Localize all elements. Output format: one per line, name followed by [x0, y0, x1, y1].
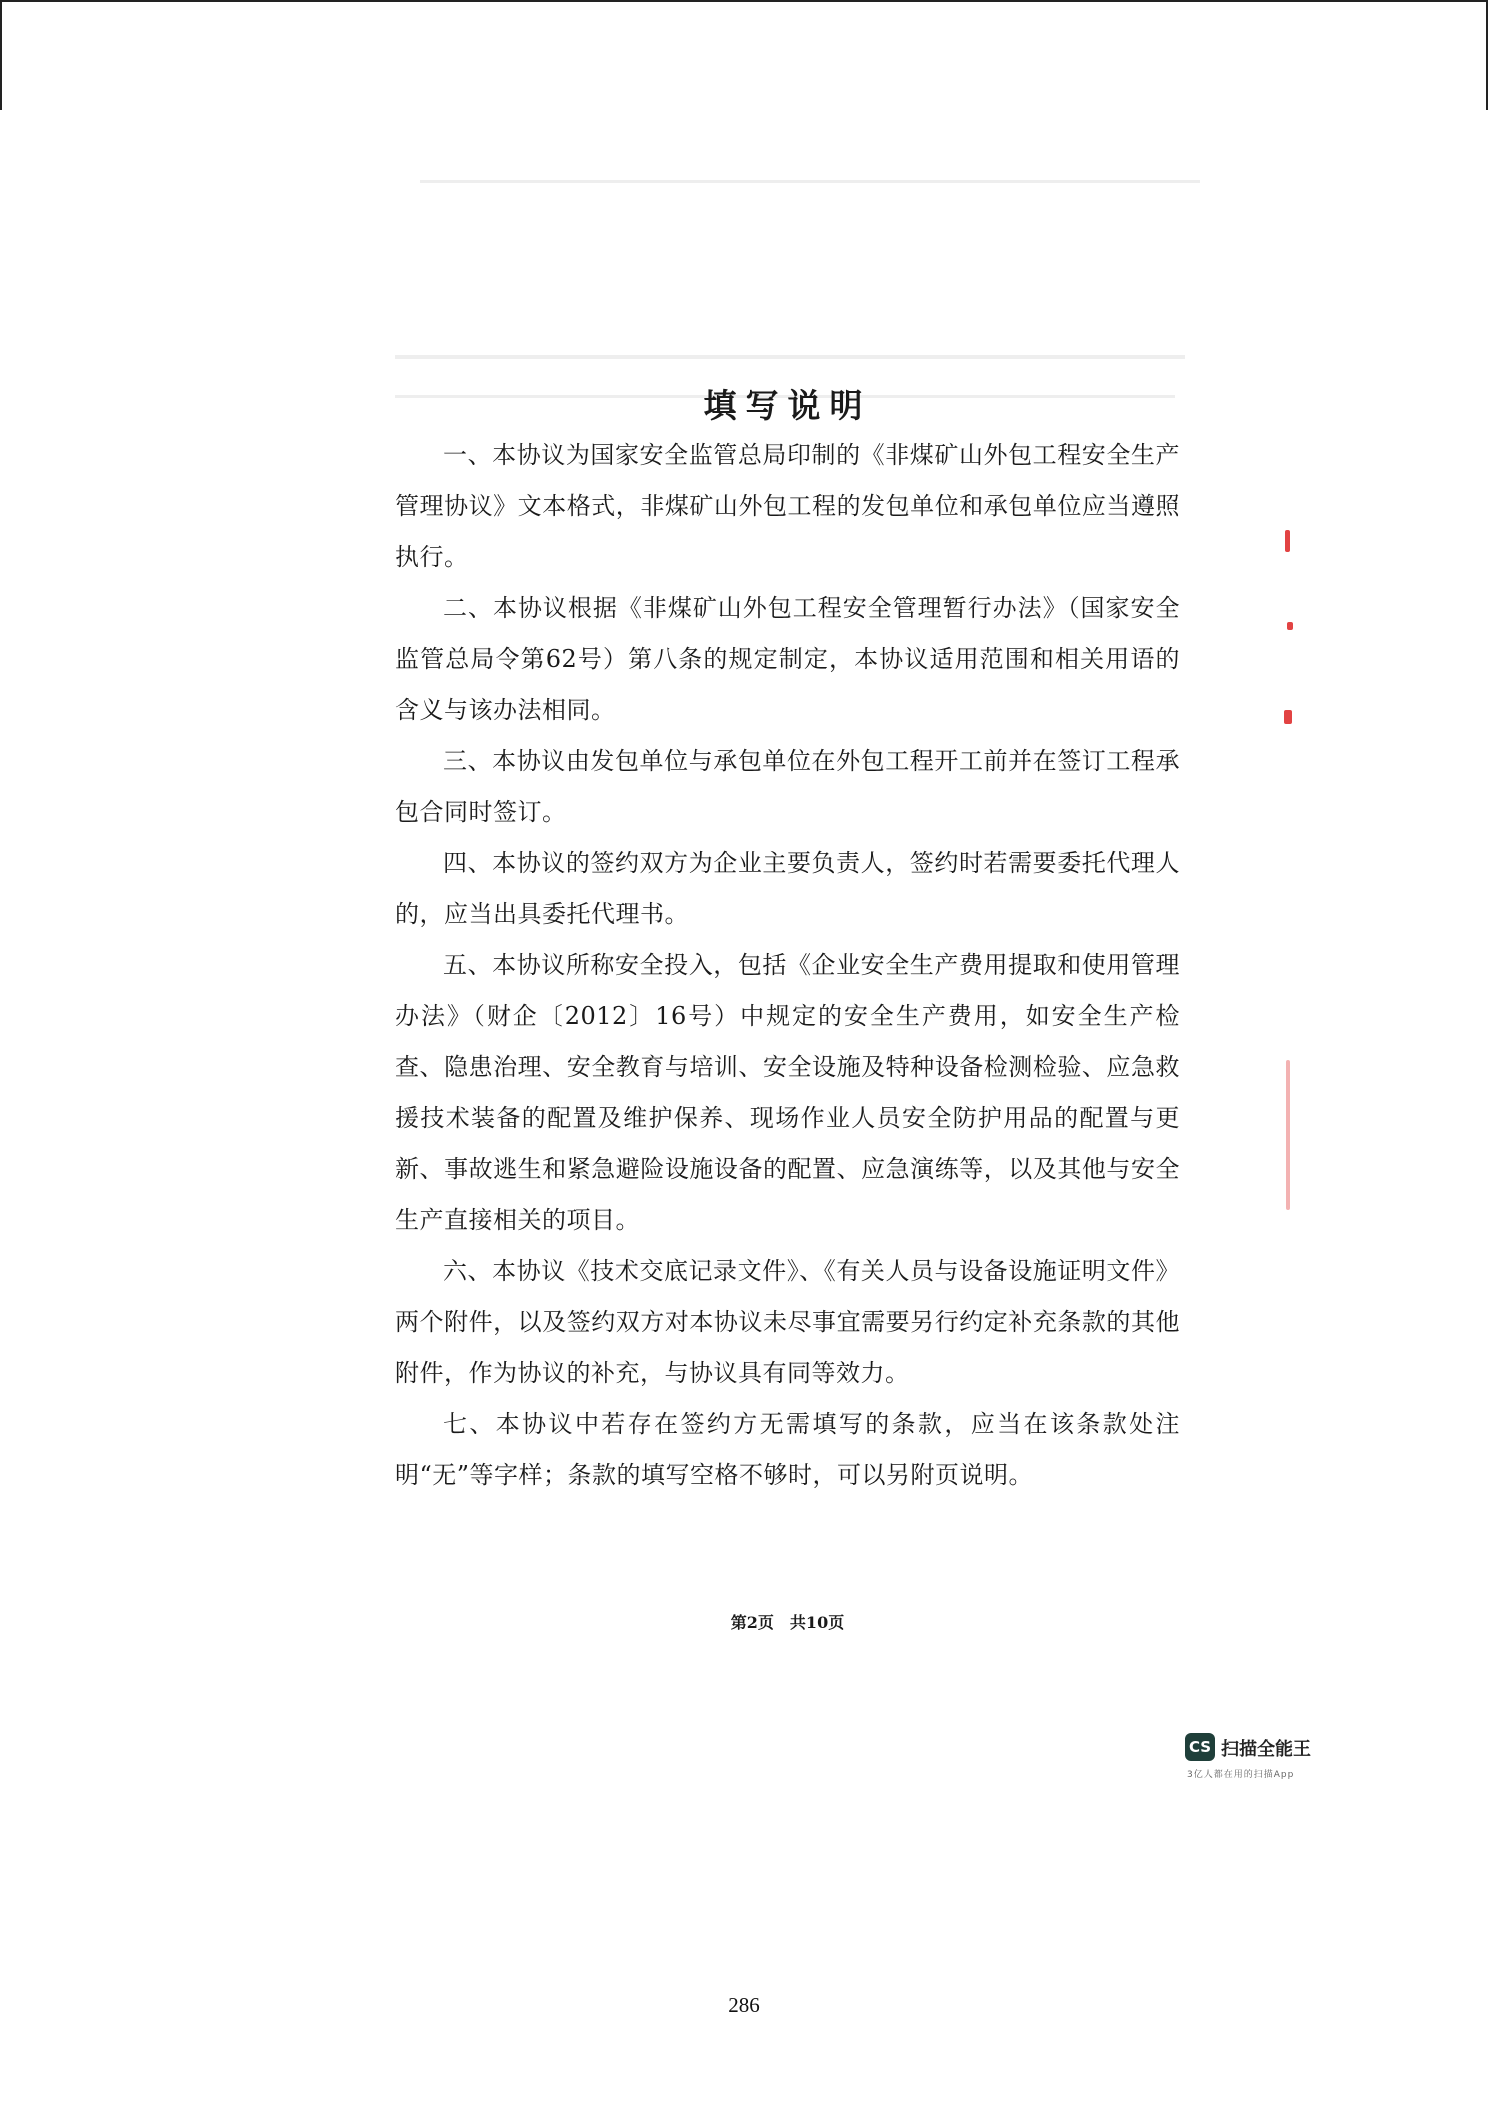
stamp-fragment [1285, 530, 1290, 552]
stamp-fragment [1284, 710, 1292, 724]
instruction-paragraph: 五、本协议所称安全投入，包括《企业安全生产费用提取和使用管理办法》（财企〔2012〕16号）中规定的安全生产费用，如安全生产检查、隐患治理、安全教育与培训、安全设施及特种设备检测检验、应急救援技术装备的配置及维护保养、现场作业人员安全防护用品的配置与更新、事故逃生和紧急避险设施设备的配置、应急演练等，以及其他与安全生产直接相关的项目。 [395, 951, 1180, 1234]
instruction-paragraph: 二、本协议根据《非煤矿山外包工程安全管理暂行办法》（国家安全监管总局令第62号）第八条的规定制定，本协议适用范围和相关用语的含义与该办法相同。 [395, 594, 1180, 724]
watermark-slogan: 3亿人都在用的扫描App [1187, 1770, 1295, 1780]
stamp-fragment [1287, 622, 1293, 630]
instruction-paragraph: 七、本协议中若存在签约方无需填写的条款，应当在该条款处注明“无”等字样；条款的填写空格不够时，可以另附页说明。 [395, 1410, 1180, 1489]
scan-artifact [420, 180, 1200, 183]
stamp-fragment [1286, 1060, 1290, 1210]
scanned-page [395, 330, 1180, 1632]
instruction-paragraph: 四、本协议的签约双方为企业主要负责人，签约时若需要委托代理人的，应当出具委托代理书。 [395, 849, 1180, 928]
book-page-number: 286 [728, 1993, 760, 2017]
instruction-paragraph: 一、本协议为国家安全监管总局印制的《非煤矿山外包工程安全生产管理协议》文本格式，非煤矿山外包工程的发包单位和承包单位应当遵照执行。 [395, 441, 1180, 571]
instructions-body [395, 430, 1180, 1501]
scanner-watermark [1185, 1733, 1325, 1783]
scan-border-top [0, 0, 1488, 2]
scan-border-left [0, 0, 2, 110]
document-title: 填写说明 [703, 386, 872, 425]
watermark-app-name: 扫描全能王 [1221, 1739, 1311, 1760]
camscanner-logo-icon: CS [1185, 1733, 1215, 1761]
instruction-paragraph: 六、本协议《技术交底记录文件》、《有关人员与设备设施证明文件》两个附件，以及签约双方对本协议未尽事宜需要另行约定补充条款的其他附件，作为协议的补充，与协议具有同等效力。 [395, 1257, 1180, 1387]
instruction-paragraph: 三、本协议由发包单位与承包单位在外包工程开工前并在签订工程承包合同时签订。 [395, 747, 1180, 826]
page-counter: 第2页 共10页 [730, 1613, 845, 1632]
